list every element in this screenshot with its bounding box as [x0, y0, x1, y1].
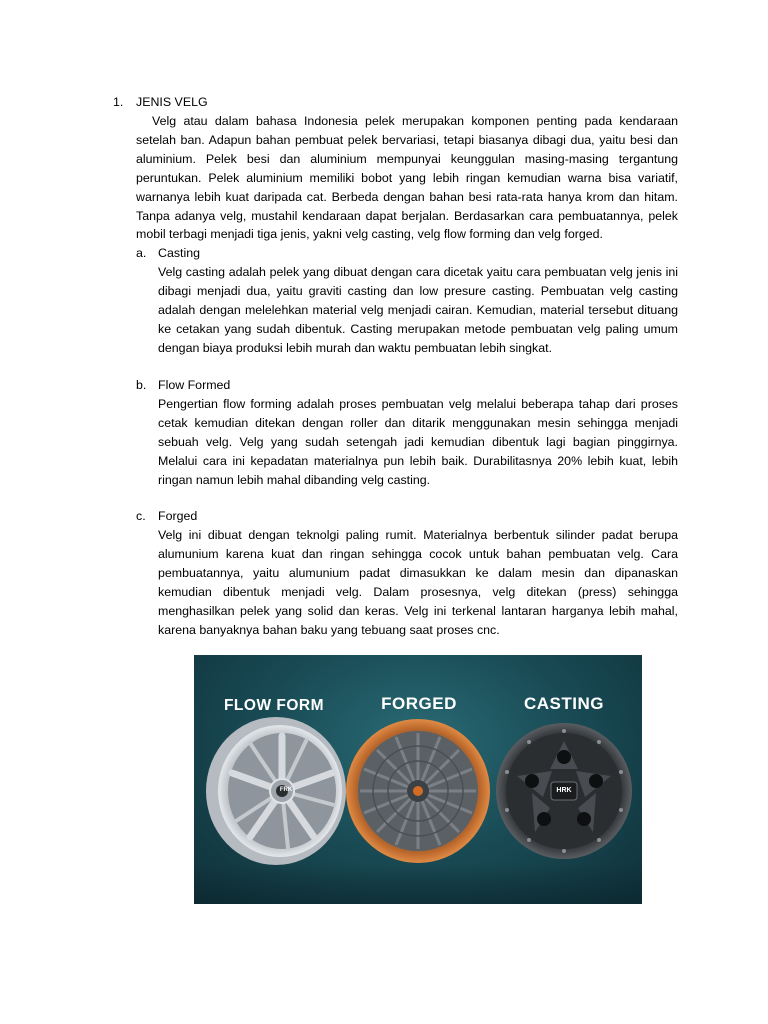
label-flow-form: FLOW FORM [223, 697, 325, 714]
floor-reflection [194, 864, 642, 904]
subsection-body: Velg casting adalah pelek yang dibuat dengan cara dicetak yaitu cara pembuatan velg jenis ini dibagi menjadi dua, yaitu graviti casting dan low presure casting. Pembuatan velg casting adalah dengan melelehkan material velg menjadi cairan. Kemudian, material tersebut dituang ke cetakan yang sudah dibentuk. Casting merupakan metode pembuatan velg paling umum dengan biaya produksi lebih murah dan waktu pembuatan lebih singkat. [158, 265, 678, 355]
casting-hub-badge: HRK [556, 787, 572, 794]
subsection-body: Pengertian flow forming adalah proses pembuatan velg melalui beberapa tahap dari proses cetak kemudian ditekan dengan roller dan ditarik menggunakan mesin sehingga menjadi sebuah velg. Velg yang sudah setengah jadi kemudian dibentuk lagi bagian pinggirnya. Melalui cara ini kepadatan materialnya pun lebih baik. Durabilitasnya 20% lebih kuat, lebih ringan namun lebih mahal dibanding velg casting. [158, 396, 678, 487]
flow-form-wheel [206, 717, 346, 865]
subsection-title: Flow Formed [158, 377, 231, 392]
intro-paragraph: Velg atau dalam bahasa Indonesia pelek merupakan komponen penting pada kendaraan setelah ban. Adapun bahan pembuat pelek bervariasi, tetapi biasanya dibagi dua, yaitu besi dan aluminium. Pelek besi dan aluminium mempunyai keunggulan masing-masing tergantung peruntukan. Pelek aluminium memiliki bobot yang lebih ringan kemudian warna bisa variatif, warnanya lebih kuat daripada cat. Berbeda dengan bahan besi rata-rata hanya krom dan hitam. Tanpa adanya velg, mustahil kendaraan dapat berjalan. Berdasarkan cara pembuatannya, pelek mobil terbagi menjadi tiga jenis, yakni velg casting, velg flow forming dan velg forged. [136, 114, 678, 242]
subsection-letter: c. [136, 509, 146, 524]
subsection-title: Forged [158, 509, 198, 524]
document-body [113, 93, 678, 640]
heading-number: 1. [113, 95, 124, 109]
subsection-flow-formed [136, 376, 678, 490]
section-heading [113, 93, 678, 112]
subsection-letter: a. [136, 246, 147, 261]
subsection-title: Casting [158, 246, 201, 261]
label-casting: CASTING [524, 694, 604, 713]
wheel-types-image [194, 655, 642, 904]
subsection-letter: b. [136, 377, 147, 392]
label-forged: FORGED [381, 694, 457, 713]
subsection-casting [136, 244, 678, 358]
subsection-forged [136, 507, 678, 639]
subsection-body: Velg ini dibuat dengan teknolgi paling rumit. Materialnya berbentuk silinder padat berupa alumunium karena kuat dan ringan sehingga cocok untuk bahan pembuatan velg. Cara pembuatannya, yaitu alumunium padat dimasukkan ke dalam mesin dan dipanaskan kemudian dibentuk menjadi velg. Dalam prosesnya, velg ditekan (press) sehingga menghasilkan pelek yang solid dan keras. Velg ini terkenal lantaran harganya lebih mahal, karena banyaknya bahan baku yang tebuang saat proses cnc. [158, 528, 678, 637]
forged-wheel [346, 719, 490, 863]
heading-title: JENIS VELG [136, 95, 208, 109]
flow-form-hub-badge: FRK [279, 787, 293, 793]
